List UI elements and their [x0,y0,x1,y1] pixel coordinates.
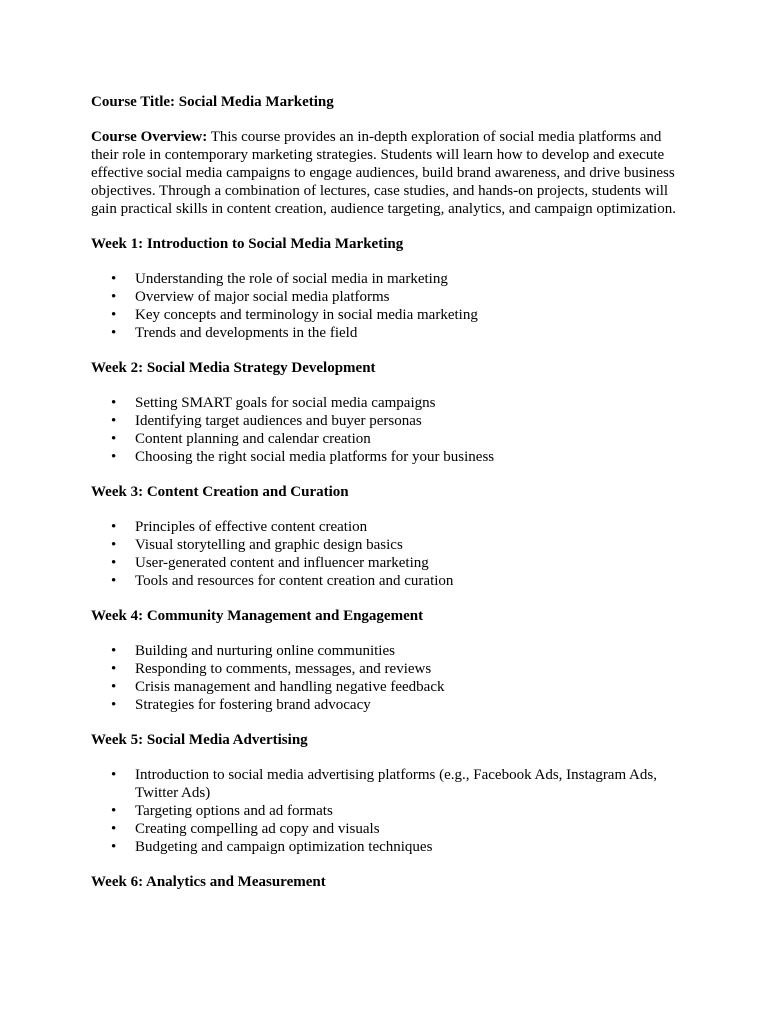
bullet-icon: • [111,519,117,535]
bullet-icon: • [111,413,117,429]
bullet-icon: • [111,395,117,411]
week-2-topic-list [91,394,681,466]
bullet-icon: • [111,555,117,571]
week-5-topic-list [91,766,681,856]
list-item: • Strategies for fostering brand advocacy [111,697,371,713]
course-overview [91,128,681,218]
list-item: • Identifying target audiences and buyer personas [111,413,422,429]
week-6-heading: Week 6: Analytics and Measurement [91,874,326,890]
list-item: • Key concepts and terminology in social media marketing [111,307,478,323]
bullet-icon: • [111,767,117,783]
week-4-topic-list [91,642,681,714]
list-item: • Principles of effective content creation [111,519,368,535]
week-4-heading: Week 4: Community Management and Engagement [91,608,424,624]
list-item: • Choosing the right social media platforms for your business [111,449,495,465]
bullet-icon: • [111,325,117,341]
week-2-heading: Week 2: Social Media Strategy Development [91,360,376,376]
list-item: • Crisis management and handling negative feedback [111,679,445,695]
bullet-icon: • [111,697,117,713]
list-item: • User-generated content and influencer marketing [111,555,429,571]
list-item: • Content planning and calendar creation [111,431,371,447]
bullet-icon: • [111,289,117,305]
list-item: • Setting SMART goals for social media campaigns [111,395,436,411]
bullet-icon: • [111,431,117,447]
list-item: • Creating compelling ad copy and visuals [111,821,380,837]
bullet-icon: • [111,643,117,659]
list-item: • Responding to comments, messages, and reviews [111,661,432,677]
list-item: • Budgeting and campaign optimization techniques [111,839,433,855]
bullet-icon: • [111,307,117,323]
bullet-icon: • [111,573,117,589]
bullet-icon: • [111,803,117,819]
list-item: • Visual storytelling and graphic design basics [111,537,403,553]
week-1-heading: Week 1: Introduction to Social Media Marketing [91,236,404,252]
list-item: • Trends and developments in the field [111,325,358,341]
week-5-heading: Week 5: Social Media Advertising [91,732,308,748]
course-overview-label: Course Overview: [91,129,208,145]
bullet-icon: • [111,821,117,837]
bullet-icon: • [111,661,117,677]
list-item: • Introduction to social media advertising platforms (e.g., Facebook Ads, Instagram Ads, Twitter Ads) [111,767,657,801]
list-item: • Understanding the role of social media in marketing [111,271,448,287]
list-item: • Overview of major social media platforms [111,289,390,305]
week-1-topic-list [91,270,681,342]
bullet-icon: • [111,449,117,465]
bullet-icon: • [111,537,117,553]
week-3-topic-list [91,518,681,590]
list-item: • Targeting options and ad formats [111,803,333,819]
bullet-icon: • [111,271,117,287]
bullet-icon: • [111,679,117,695]
week-3-heading: Week 3: Content Creation and Curation [91,484,349,500]
course-overview-text: This course provides an in-depth exploration of social media platforms and their role in contemporary marketing strategies. Students will learn how to develop and execute effective social media campaigns to engage audiences, build brand awareness, and drive business objectives. Through a combination of lectures, case studies, and hands-on projects, students will gain practical skills in content creation, audience targeting, analytics, and campaign optimization. [91,129,676,217]
course-title: Course Title: Social Media Marketing [91,94,334,110]
document-page [91,93,681,908]
list-item: • Tools and resources for content creation and curation [111,573,454,589]
list-item: • Building and nurturing online communities [111,643,395,659]
bullet-icon: • [111,839,117,855]
